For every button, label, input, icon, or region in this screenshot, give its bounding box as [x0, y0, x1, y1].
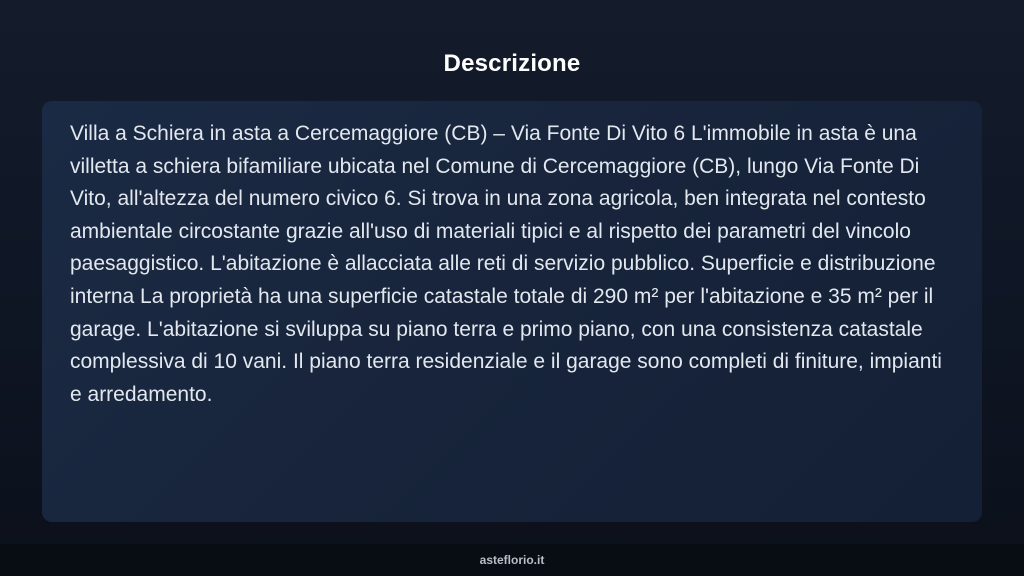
footer-site-label: asteflorio.it	[479, 553, 545, 567]
description-text: Villa a Schiera in asta a Cercemaggiore (CB) – Via Fonte Di Vito 6 L'immobile in asta è una villetta a schiera bifamiliare ubicata nel Comune di Cercemaggiore (CB), lungo Via Fonte Di Vito, all'altezza del numero civico 6. Si trova in una zona agricola, ben integrata nel contesto ambientale circostante grazie all'uso di materiali tipici e al rispetto dei parametri del vincolo paesaggistico. L'abitazione è allacciata alle reti di servizio pubblico. Superficie e distribuzione interna La proprietà ha una superficie catastale totale di 290 m² per l'abitazione e 35 m² per il garage. L'abitazione si sviluppa su piano terra e primo piano, con una consistenza catastale complessiva di 10 vani. Il piano terra residenziale e il garage sono completi di finiture, impianti e arredamento.	[70, 122, 942, 406]
description-card	[42, 101, 982, 522]
page-title: Descrizione	[443, 50, 581, 77]
footer-bar	[0, 544, 1024, 576]
